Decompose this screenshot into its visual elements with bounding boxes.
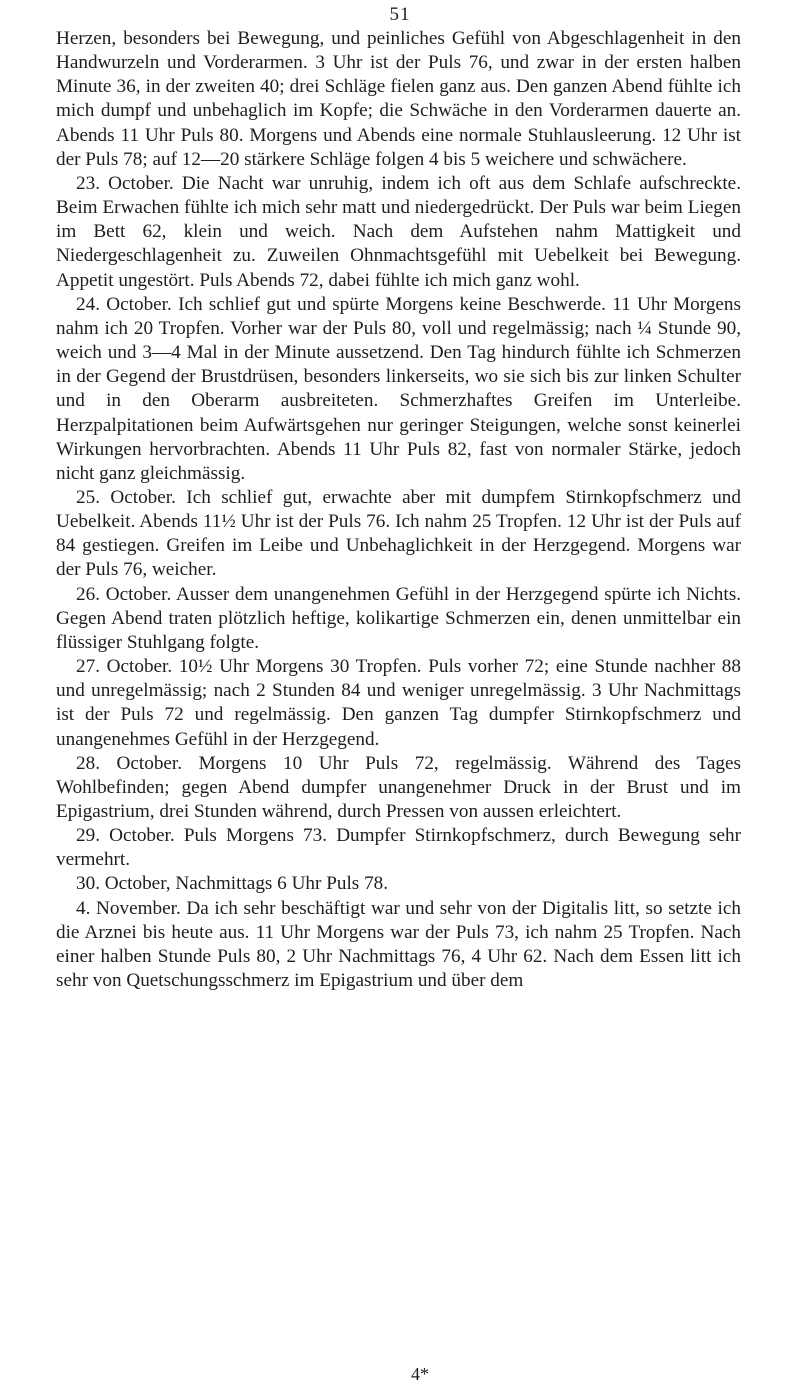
diary-entry-oct-28: 28. October. Morgens 10 Uhr Puls 72, regelmässig. Während des Tages Wohlbefinden; gegen Abend dumpfer unangenehmer Druck in der Brust und im Epigastrium, drei Stunden während, durch Pressen von aussen erleichtert. xyxy=(56,752,741,822)
diary-entry-oct-26: 26. October. Ausser dem unangenehmen Gefühl in der Herzgegend spürte ich Nichts. Gegen Abend traten plötzlich heftige, kolikartige Schmerzen ein, denen unmittelbar ein flüssiger Stuhlgang folgte. xyxy=(56,583,741,653)
diary-entry-oct-30: 30. October, Nachmittags 6 Uhr Puls 78. xyxy=(76,873,389,895)
diary-entry-oct-27: 27. October. 10½ Uhr Morgens 30 Tropfen. Puls vorher 72; eine Stunde nachher 88 und unregelmässig; nach 2 Stunden 84 und weniger unregelmässig. 3 Uhr Nachmittags ist der Puls 72 und regelmässig. Den ganzen Tag dumpfer Stirnkopfschmerz und unangenehmes Gefühl in der Herzgegend. xyxy=(56,656,741,750)
signature-mark: 4* xyxy=(411,1364,429,1384)
paragraph-continuation: Herzen, besonders bei Bewegung, und peinliches Gefühl von Abgeschlagenheit in den Handwurzeln und Vorderarmen. 3 Uhr ist der Puls 76, und zwar in der ersten halben Minute 36, in der zweiten 40; drei Schläge fielen ganz aus. Den ganzen Abend fühlte ich mich dumpf und unbehaglich im Kopfe; die Schwäche in den Vorderarmen dauerte an. Abends 11 Uhr Puls 80. Morgens und Abends eine normale Stuhlausleerung. 12 Uhr ist der Puls 78; auf 12—20 stärkere Schläge folgen 4 bis 5 weichere und schwächere. xyxy=(56,28,741,170)
page-number: 51 xyxy=(389,4,411,25)
diary-entry-nov-4: 4. November. Da ich sehr beschäftigt war und sehr von der Digitalis litt, so setzte ich die Arznei bis heute aus. 11 Uhr Morgens war der Puls 73, ich nahm 25 Tropfen. Nach einer halben Stunde Puls 80, 2 Uhr Nachmittags 76, 4 Uhr 62. Nach dem Essen litt ich sehr von Quetschungsschmerz im Epigastrium und über dem xyxy=(56,897,741,992)
diary-entry-oct-23: 23. October. Die Nacht war unruhig, indem ich oft aus dem Schlafe aufschreckte. Beim Erwachen fühlte ich mich sehr matt und niedergedrückt. Der Puls war beim Liegen im Bett 62, klein und weich. Nach dem Aufstehen nahm Mattigkeit und Niedergeschlagenheit zu. Zuweilen Ohnmachtsgefühl mit Uebelkeit bei Bewegung. Appetit ungestört. Puls Abends 72, dabei fühlte ich mich ganz wohl. xyxy=(56,172,741,291)
diary-entry-oct-29: 29. October. Puls Morgens 73. Dumpfer Stirnkopfschmerz, durch Bewegung sehr vermehrt. xyxy=(56,825,741,871)
diary-entry-oct-25: 25. October. Ich schlief gut, erwachte aber mit dumpfem Stirnkopfschmerz und Uebelkeit. Abends 11½ Uhr ist der Puls 76. Ich nahm 25 Tropfen. 12 Uhr ist der Puls auf 84 gestiegen. Greifen im Leibe und Unbehaglichkeit in der Herzgegend. Morgens war der Puls 76, weicher. xyxy=(56,486,741,581)
diary-entry-oct-24: 24. October. Ich schlief gut und spürte Morgens keine Beschwerde. 11 Uhr Morgens nahm ich 20 Tropfen. Vorher war der Puls 80, voll und regelmässig; nach ¼ Stunde 90, weich und 3—4 Mal in der Minute aussetzend. Den Tag hindurch fühlte ich Schmerzen in der Gegend der Brustdrüsen, besonders linkerseits, wo sie sich bis zur linken Schulter und in den Oberarm ausbreiteten. Schmerzhaftes Greifen im Unterleibe. Herzpalpitationen beim Aufwärtsgehen nur geringer Steigungen, welche sonst keinerlei Wirkungen hervorbrachten. Abends 11 Uhr Puls 82, fast von normaler Stärke, jedoch nicht ganz gleichmässig. xyxy=(56,293,741,484)
body-text xyxy=(56,27,741,993)
